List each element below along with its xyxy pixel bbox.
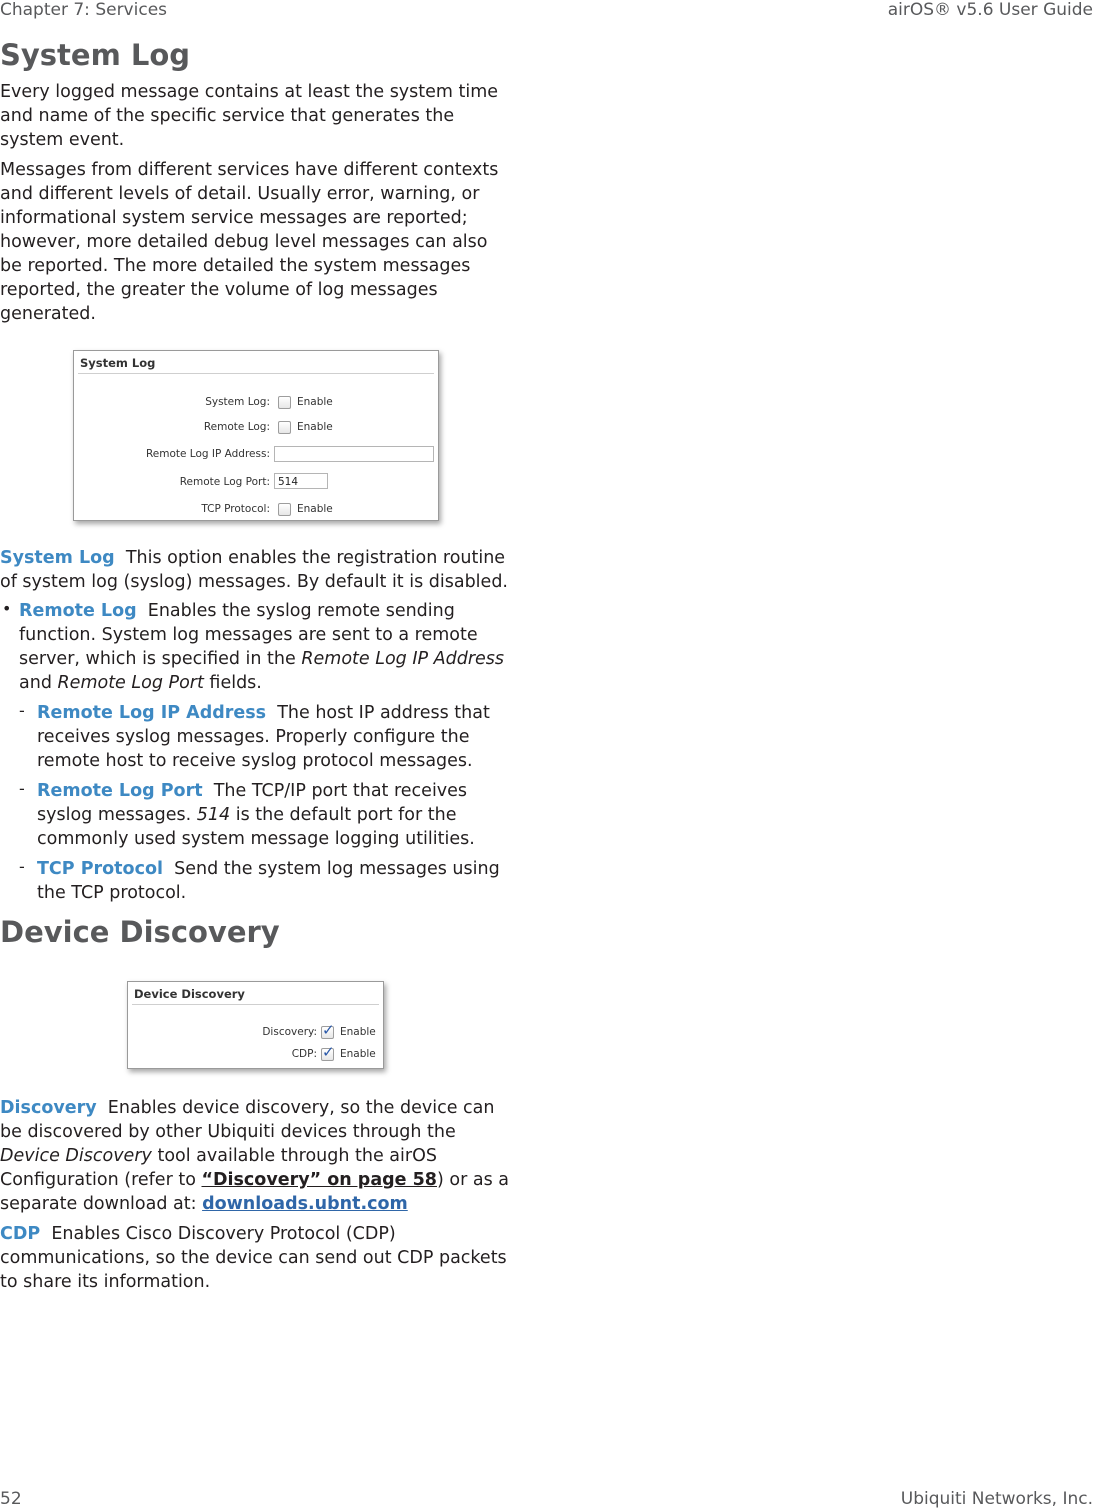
system-log-checkbox[interactable] <box>278 396 291 409</box>
discovery-text-1: Enables device discovery, so the device can be discovered by other Ubiquiti devices through the <box>0 1098 495 1142</box>
term-discovery: Discovery <box>0 1098 97 1118</box>
remote-log-ip-input[interactable] <box>274 446 434 462</box>
remote-log-ip-label: Remote Log IP Address: <box>145 448 270 460</box>
term-tcp-protocol: TCP Protocol <box>37 859 163 879</box>
dash-mark: - <box>19 701 25 720</box>
header-chapter: Chapter 7: Services <box>0 0 168 20</box>
discovery-text-2: tool available through the airOS Configuration (refer to <box>0 1146 437 1190</box>
remote-ip-subitem <box>0 701 512 773</box>
remote-log-port-label: Remote Log Port: <box>179 476 270 488</box>
device-discovery-screenshot <box>127 981 384 1069</box>
term-system-log: System Log <box>0 548 115 568</box>
remote-log-text-2: and <box>19 673 52 693</box>
discovery-label: Discovery: <box>262 1026 317 1038</box>
remote-log-checkbox[interactable] <box>278 421 291 434</box>
downloads-link[interactable]: downloads.ubnt.com <box>202 1194 408 1214</box>
discovery-enable-text: Enable <box>340 1026 376 1038</box>
remote-port-subitem <box>0 779 512 851</box>
footer-company: Ubiquiti Networks, Inc. <box>900 1489 1093 1509</box>
remote-log-text-1: Enables the syslog remote sending function. System log messages are sent to a remote server, which is specified in the <box>19 601 478 669</box>
remote-ip-text: The host IP address that receives syslog messages. Properly configure the remote host to receive syslog protocol messages. <box>37 703 490 771</box>
discovery-em: Device Discovery <box>0 1146 152 1166</box>
bullet-mark: • <box>2 599 12 618</box>
device-discovery-descriptions <box>0 1096 512 1294</box>
tcp-protocol-checkbox[interactable] <box>278 503 291 516</box>
system-log-para-1: Every logged message contains at least the system time and name of the specific service that generates the system event. <box>0 82 499 150</box>
term-remote-log-port: Remote Log Port <box>37 781 203 801</box>
system-log-desc-text: This option enables the registration routine of system log (syslog) messages. By default it is disabled. <box>0 548 508 592</box>
cdp-text: Enables Cisco Discovery Protocol (CDP) communications, so the device can send out CDP packets to share its information. <box>0 1224 507 1292</box>
tcp-protocol-enable-text: Enable <box>297 503 333 515</box>
term-cdp: CDP <box>0 1224 41 1244</box>
device-discovery-heading: Device Discovery <box>0 915 280 949</box>
remote-port-text-2: is the default port for the commonly used system message logging utilities. <box>37 805 475 849</box>
panel-divider <box>78 373 434 374</box>
discovery-desc <box>0 1096 512 1216</box>
remote-log-bullet <box>0 599 512 695</box>
tcp-protocol-subitem <box>0 857 512 905</box>
remote-log-em-ip: Remote Log IP Address <box>301 649 505 669</box>
system-log-label: System Log: <box>205 396 270 408</box>
remote-log-text-3: fields. <box>209 673 262 693</box>
header-guide-title: airOS® v5.6 User Guide <box>887 0 1093 20</box>
dash-mark: - <box>19 857 25 876</box>
cdp-enable-text: Enable <box>340 1048 376 1060</box>
discovery-text-3: ) or as a separate download at: <box>0 1170 509 1214</box>
tcp-protocol-text: Send the system log messages using the TCP protocol. <box>37 859 500 903</box>
system-log-heading: System Log <box>0 38 191 72</box>
remote-log-enable-text: Enable <box>297 421 333 433</box>
cdp-checkbox[interactable] <box>321 1048 334 1061</box>
system-log-screenshot <box>73 350 439 521</box>
page-number: 52 <box>0 1489 22 1509</box>
dash-mark: - <box>19 779 25 798</box>
remote-port-em: 514 <box>196 805 231 825</box>
panel-title: System Log <box>80 356 156 370</box>
system-log-desc <box>0 546 512 594</box>
discovery-checkbox[interactable] <box>321 1026 334 1039</box>
main-column <box>0 38 512 326</box>
remote-log-label: Remote Log: <box>203 421 270 433</box>
cdp-desc <box>0 1222 512 1294</box>
term-remote-log: Remote Log <box>19 601 137 621</box>
term-remote-log-ip: Remote Log IP Address <box>37 703 267 723</box>
remote-log-port-input[interactable]: 514 <box>274 473 328 489</box>
system-log-enable-text: Enable <box>297 396 333 408</box>
remote-port-text-1: The TCP/IP port that receives syslog messages. <box>37 781 468 825</box>
discovery-page-link[interactable]: “Discovery” on page 58 <box>201 1170 437 1190</box>
panel-title: Device Discovery <box>134 987 245 1001</box>
system-log-para-2: Messages from different services have different contexts and different levels of detail. Usually error, warning, or informational system service messages are reported; however, more detailed debug level messages can also be reported. The more detailed the system messages reported, the greater the volume of log messages generated. <box>0 160 499 324</box>
remote-log-em-port: Remote Log Port <box>57 673 204 693</box>
tcp-protocol-label: TCP Protocol: <box>201 503 270 515</box>
panel-divider <box>132 1004 379 1005</box>
cdp-label: CDP: <box>291 1048 317 1060</box>
system-log-descriptions <box>0 546 512 949</box>
